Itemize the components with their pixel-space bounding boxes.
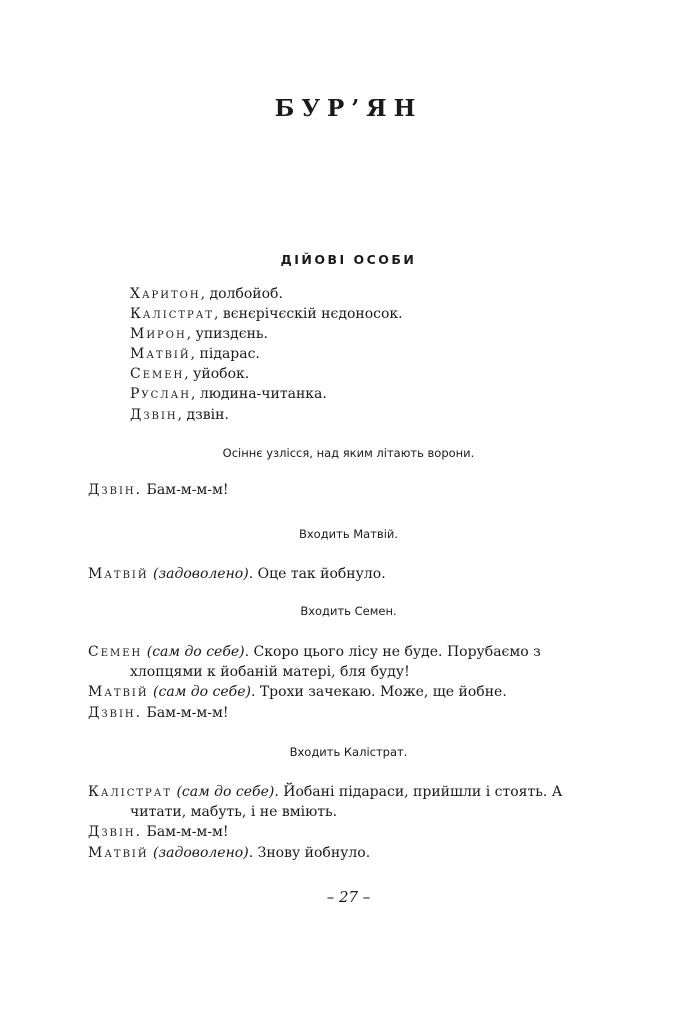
cast-desc: , дзвін. [177,406,229,423]
speech-direction: (сам до себе) [142,644,245,660]
speaker: Дзвін. [88,482,143,498]
speech-direction: (сам до себе) [172,784,275,800]
cast-item [130,324,403,344]
cast-item [130,344,403,364]
cast-desc: , долбойоб. [200,286,283,302]
stage-direction: Входить Семен. [300,604,397,618]
cast-item [130,364,403,384]
cast-desc: , упиздєнь. [186,326,269,343]
cast-desc: , підарас. [190,346,260,363]
play-title: БУР’ЯН [274,95,423,122]
cast-name: Матвій [130,346,191,363]
stage-direction: Входить Матвій. [298,527,399,541]
cast-item [130,384,403,404]
speech [88,782,584,822]
speaker: Матвій [88,844,149,861]
speech [88,564,584,584]
cast-name: Руслан [130,386,191,403]
cast-list [130,284,403,425]
speech [88,682,584,702]
cast-item [130,284,403,304]
speaker: Матвій [88,684,149,701]
speaker: Дзвін. [88,824,143,841]
cast-name: Калістрат [130,306,214,323]
speaker: Дзвін. [88,704,143,721]
speech-text: . Йобані підараси, прийшли і стоять. А читати, мабуть, і не вміють. [130,784,563,821]
speech-group [88,782,584,863]
page-number: – 27 – [326,888,371,906]
speech-text: . Оце так йобнуло. [248,566,386,582]
cast-name: Дзвін [130,406,178,423]
stage-direction-setting: Осіннє узлісся, над яким літають ворони. [222,446,475,460]
cast-item [130,304,403,324]
speaker: Матвій [88,566,149,582]
cast-desc: , людина-читанка. [190,386,327,403]
speech-text: Бам-м-м-м! [142,704,229,721]
speech-text: Бам-м-м-м! [142,482,229,498]
cast-item [130,405,403,425]
cast-name: Мирон [130,326,187,343]
speech-text: Бам-м-м-м! [142,824,229,841]
cast-desc: , вєнєрічєскій нєдоносок. [214,306,403,323]
speech-direction: (задоволено) [148,566,249,582]
speech [88,642,584,682]
cast-name: Семен [130,366,185,383]
speech-text: . Скоро цього лісу не буде. Порубаємо з хлопцями к йобаній матері, бля буду! [130,644,541,681]
speech [88,703,584,723]
speech [88,822,584,842]
cast-name: Харитон [130,286,201,302]
speech [88,843,584,863]
stage-direction: Входить Калістрат. [289,745,408,759]
speech-direction: (задоволено) [148,844,249,861]
speech-group [88,642,584,723]
cast-heading: ДІЙОВІ ОСОБИ [280,252,417,267]
speaker: Калістрат [88,784,172,800]
speech-text: . Знову йобнуло. [248,844,371,861]
cast-desc: , уйобок. [184,366,250,383]
speaker: Семен [88,644,143,660]
speech [88,480,584,500]
speech-direction: (сам до себе) [148,684,251,701]
speech-text: . Трохи зачекаю. Може, ще йобне. [250,684,507,701]
